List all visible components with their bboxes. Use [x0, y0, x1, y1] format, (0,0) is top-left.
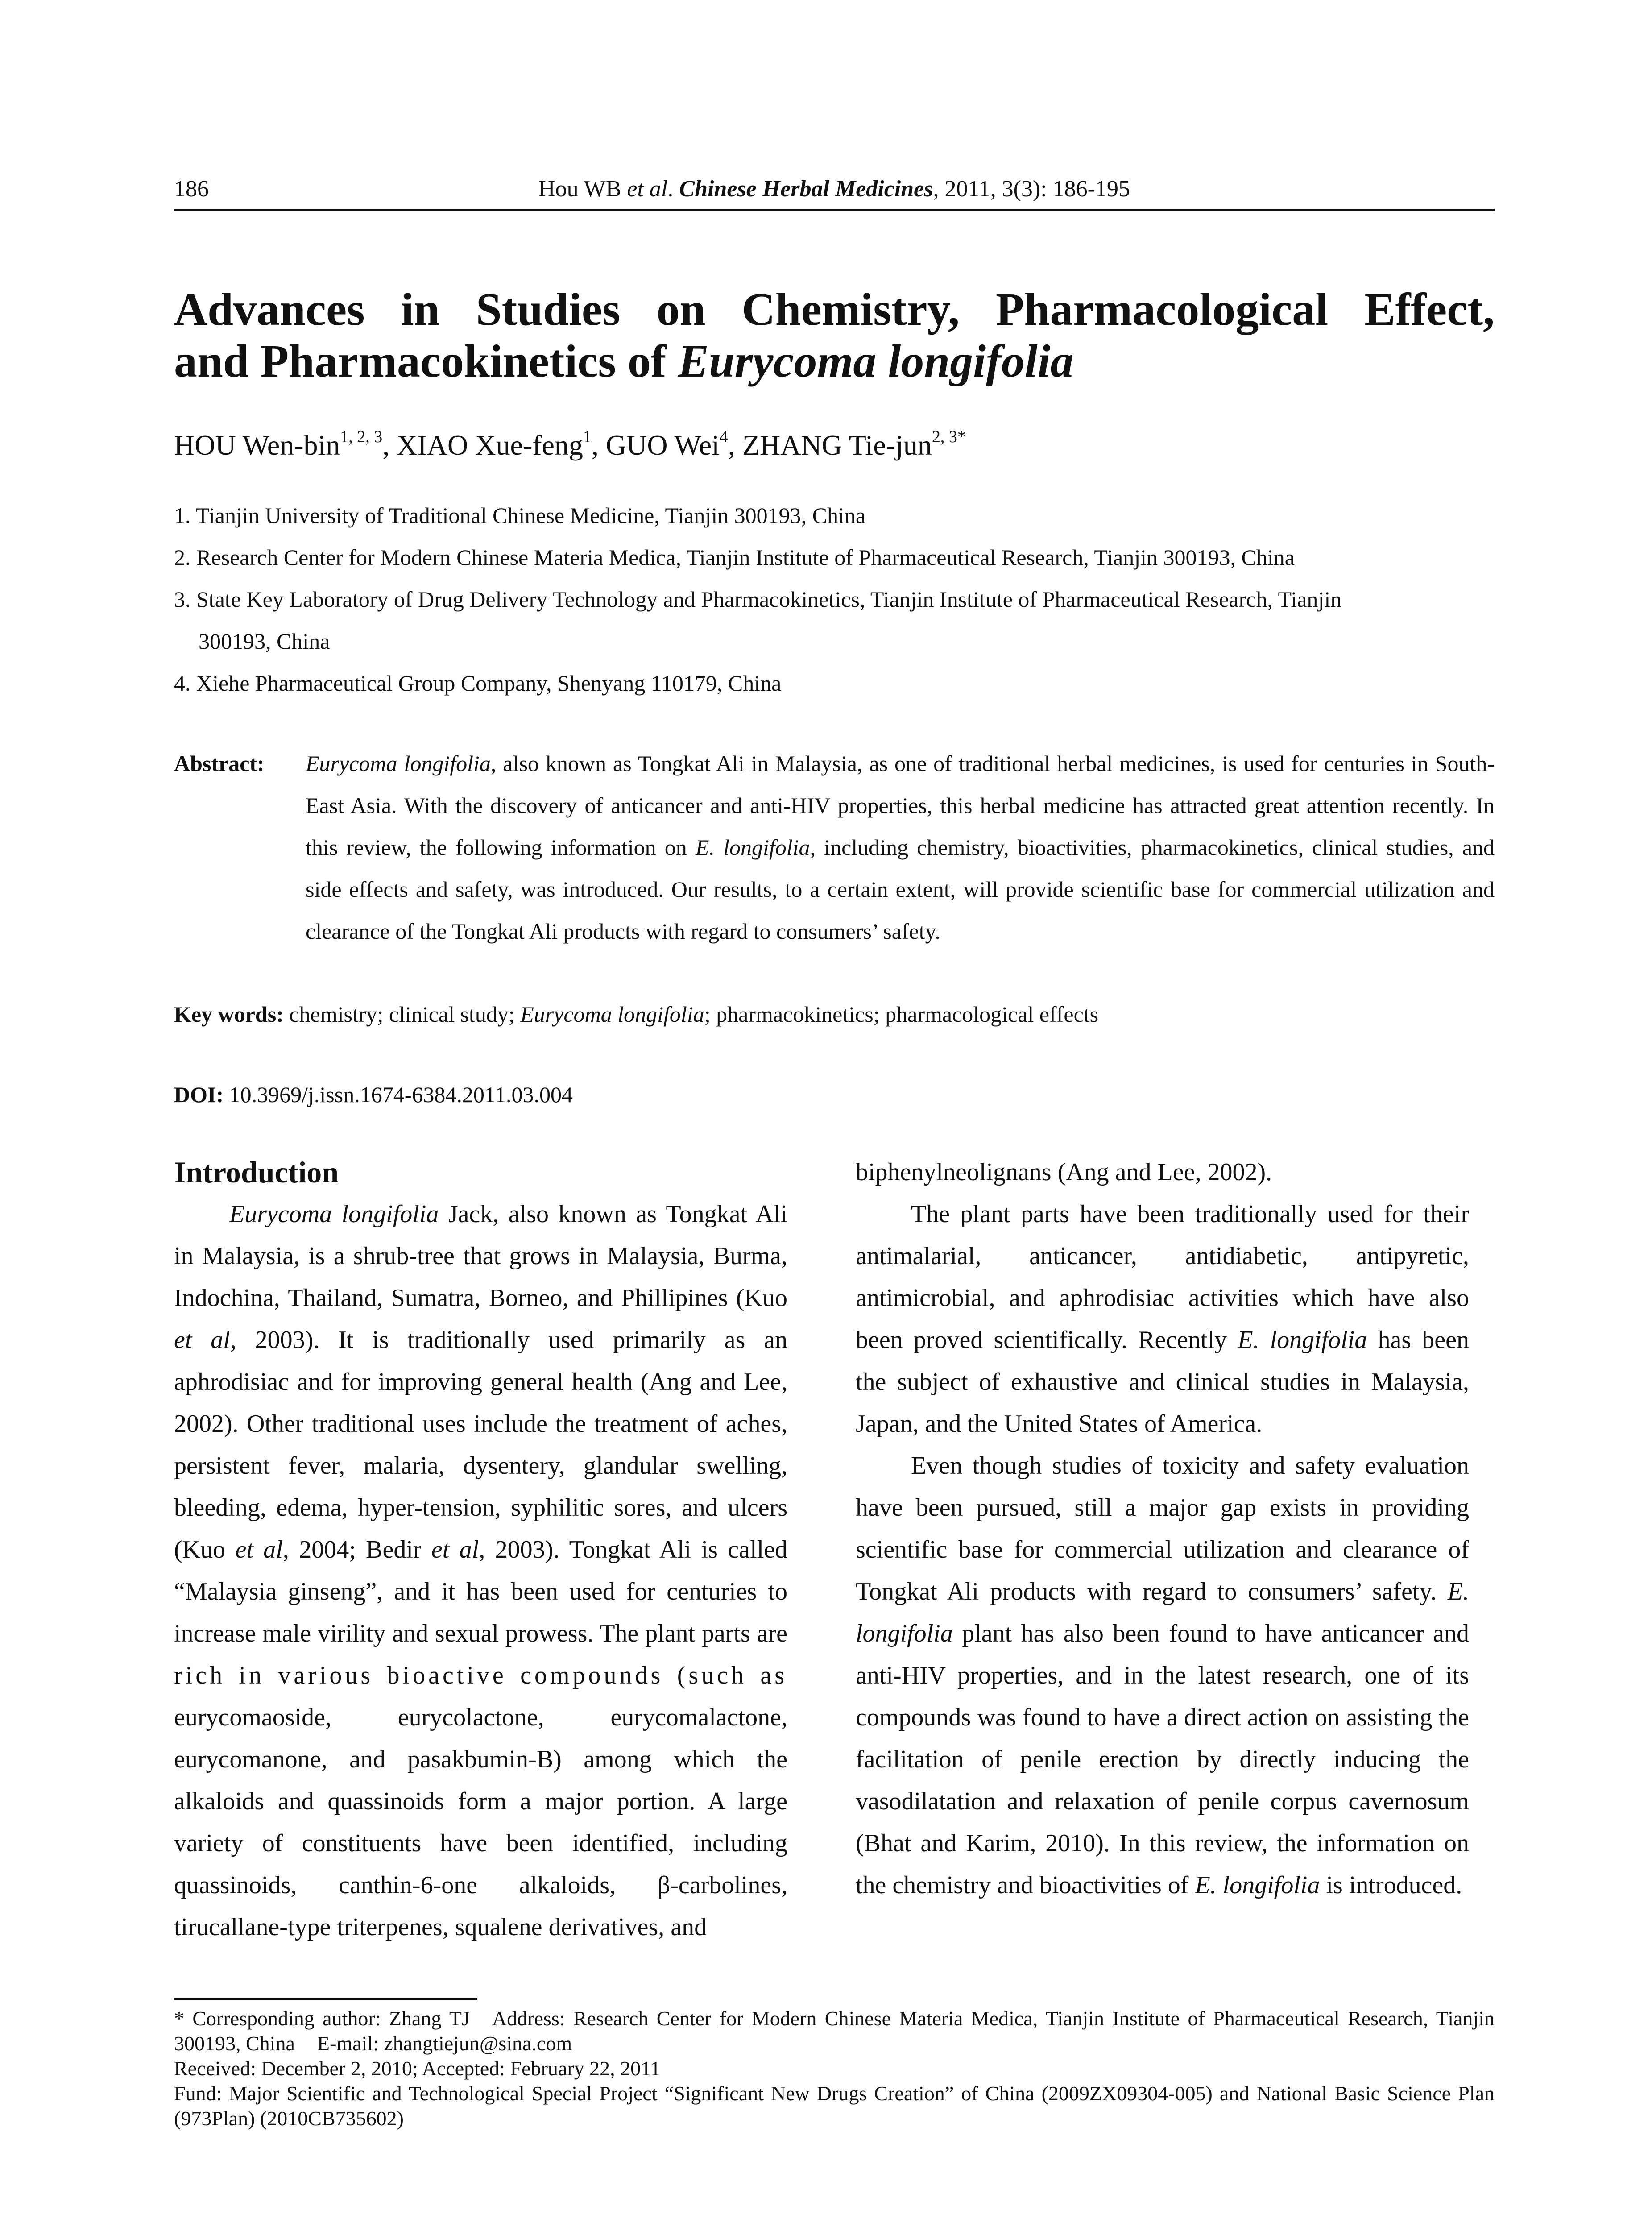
received-accepted-note: Received: December 2, 2010; Accepted: February 22, 2011 [174, 2057, 661, 2080]
footnotes [174, 2006, 1495, 2131]
author: HOU Wen-bin$^{1, 2, 3}$, [174, 427, 397, 461]
author: GUO Wei$^4$, [605, 427, 742, 461]
affiliation-list [174, 494, 1495, 704]
funding-note: Fund: Major Scientific and Technological Special Project “Significant New Drugs Creation” of China (2009ZX09304-005) and National Basic Science Plan (973Plan) (2010CB735602) [174, 2082, 1495, 2130]
doi-value: 10.3969/j.issn.1674-6384.2011.03.004 [224, 1082, 573, 1107]
author: ZHANG Tie-jun$^{2, 3*}$ [742, 427, 966, 461]
intro-paragraph-1-continued: biphenylneolignans (Ang and Lee, 2002). [856, 1158, 1272, 1186]
body-column-left [174, 1151, 787, 1948]
body-column-right [856, 1151, 1469, 1906]
doi [174, 1074, 1495, 1116]
corresponding-author-note: * Corresponding author: Zhang TJ Address: Research Center for Modern Chinese Materia Medica, Tianjin Institute of Pharmaceutical Research, Tianjin 300193, China E-mail: zhangtiejun@sina.com [174, 2007, 1495, 2055]
page-number: 186 [174, 176, 209, 202]
affiliation: 4. Xiehe Pharmaceutical Group Company, Shenyang 110179, China [174, 671, 782, 696]
affiliation: 3. State Key Laboratory of Drug Delivery Technology and Pharmacokinetics, Tianjin Institute of Pharmaceutical Research, Tianjin 300193, China [174, 587, 1342, 654]
abstract-heading: Abstract: [174, 751, 265, 776]
affiliation: 1. Tianjin University of Traditional Chinese Medicine, Tianjin 300193, China [174, 503, 866, 528]
intro-paragraph-2: The plant parts have been traditionally used for their antimalarial, anticancer, antidiabetic, antipyretic, antimicrobial, and aphrodisiac activities which have also been proved scientifically. Recently E. longifolia has been the subject of exhaustive and clinical studies in Malaysia, Japan, and the United States of America. [856, 1200, 1470, 1438]
keywords-label: Key words: [174, 1002, 284, 1027]
abstract [174, 742, 1495, 952]
keywords: Key words: chemistry; clinical study; Eurycoma longifolia; pharmacokinetics; pharmacological effects [174, 1002, 1099, 1027]
author: XIAO Xue-feng$^1$, [397, 427, 606, 461]
intro-paragraph-1: Eurycoma longifolia Jack, also known as Tongkat Ali in Malaysia, is a shrub-tree that grows in Malaysia, Burma, Indochina, Thailand, Sumatra, Borneo, and Phillipines (Kuo et al, 2003). It is traditionally used primarily as an aphrodisiac and for improving general health (Ang and Lee, 2002). Other traditional uses include the treatment of aches, persistent fever, malaria, dysentery, glandular swelling, bleeding, edema, hyper-tension, syphilitic sores, and ulcers (Kuo et al, 2004; Bedir et al, 2003). Tongkat Ali is called “Malaysia ginseng”, and it has been used for centuries to increase male virility and sexual prowess. The plant parts are rich in various bioactive compounds (such as eurycomaoside, eurycolactone, eurycomalactone, eurycomanone, and pasakbumin-B) among which the alkaloids and quassinoids form a major portion. A large variety of constituents have been identified, including quassinoids, canthin-6-one alkaloids, β-carbolines, tirucallane-type triterpenes, squalene derivatives, and [174, 1200, 787, 1941]
author-list [174, 427, 1495, 463]
running-header [174, 173, 1495, 211]
affiliation: 2. Research Center for Modern Chinese Materia Medica, Tianjin Institute of Pharmaceutical Research, Tianjin 300193, China [174, 545, 1295, 570]
doi-label: DOI: [174, 1082, 224, 1107]
journal-citation: Hou WB et al. Chinese Herbal Medicines, 2011, 3(3): 186-195 [538, 176, 1130, 202]
abstract-text: Eurycoma longifolia, also known as Tongkat Ali in Malaysia, as one of traditional herbal medicines, is used for centuries in South-East Asia. With the discovery of anticancer and anti-HIV properties, this herbal medicine has attracted great attention recently. In this review, the following information on E. longifolia, including chemistry, bioactivities, pharmacokinetics, clinical studies, and side effects and safety, was introduced. Our results, to a certain extent, will provide scientific base for commercial utilization and clearance of the Tongkat Ali products with regard to consumers’ safety. [306, 751, 1495, 944]
journal-name: Chinese Herbal Medicines [679, 176, 933, 202]
paper-title: Advances in Studies on Chemistry, Pharmacological Effect, and Pharmacokinetics of Eurycoma longifolia [174, 284, 1495, 387]
footnote-divider [174, 1998, 477, 2000]
intro-paragraph-3: Even though studies of toxicity and safety evaluation have been pursued, still a major gap exists in providing scientific base for commercial utilization and clearance of Tongkat Ali products with regard to consumers’ safety. E. longifolia plant has also been found to have anticancer and anti-HIV properties, and in the latest research, one of its compounds was found to have a direct action on assisting the facilitation of penile erection by directly inducing the vasodilatation and relaxation of penile corpus cavernosum (Bhat and Karim, 2010). In this review, the information on the chemistry and bioactivities of E. longifolia is introduced. [856, 1452, 1469, 1899]
corresponding-email: E-mail: zhangtiejun@sina.com [317, 2032, 572, 2055]
section-heading-introduction: Introduction [174, 1155, 339, 1189]
